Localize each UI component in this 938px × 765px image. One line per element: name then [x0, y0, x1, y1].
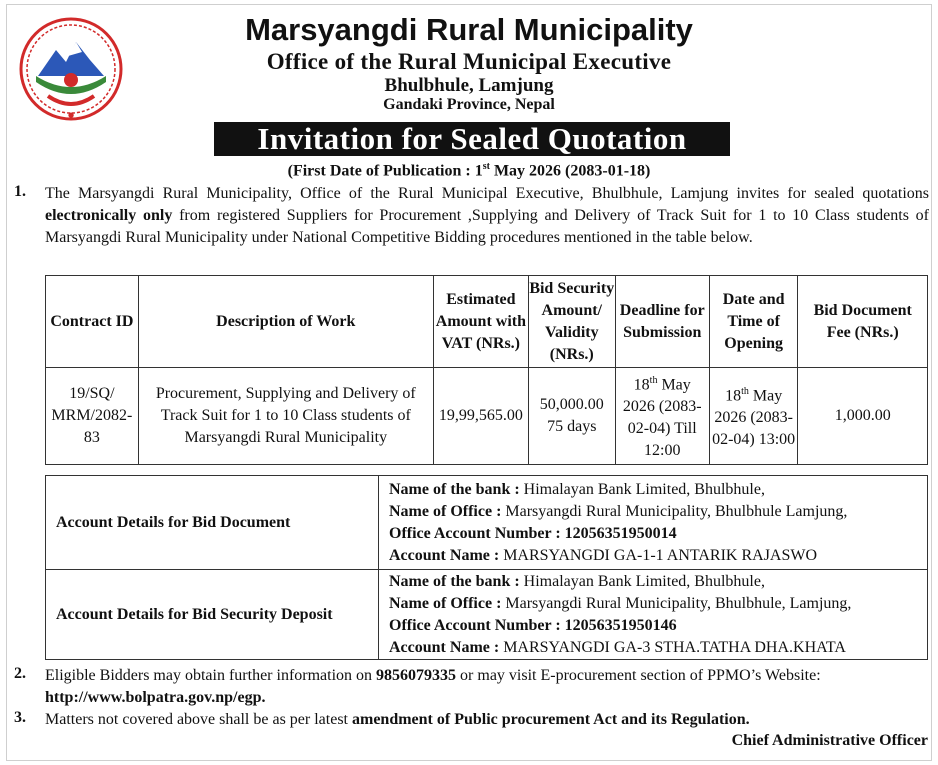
- cell-description: Procurement, Supplying and Delivery of Track Suit for 1 to 10 Class students of Marsyangdi Rural Municipality: [138, 368, 433, 465]
- item-number-2: 2.: [14, 665, 26, 682]
- cell-deadline: 18th May 2026 (2083-02-04) Till 12:00: [615, 368, 709, 465]
- header-deadline: Deadline for Submission: [615, 276, 709, 368]
- location-line: Bhulbhule, Lamjung: [384, 75, 554, 96]
- paragraph-3: Matters not covered above shall be as per latest amendment of Public procurement Act and its Regulation.: [45, 711, 750, 728]
- paragraph-2: Eligible Bidders may obtain further information on 9856079335 or may visit E-procurement section of PPMO’s Website: http://www.bolpatra.gov.np/egp.: [45, 667, 821, 706]
- item-number-3: 3.: [14, 709, 26, 726]
- signature-title: Chief Administrative Officer: [731, 732, 928, 749]
- account-details-document: Name of the bank : Himalayan Bank Limited, Bhulbhule, Name of Office : Marsyangdi Rural Municipality, Bhulbhule Lamjung, Office Account Number : 12056351950014 Account Name : MARSYANGDI GA-1-1 ANTARIK RAJASWO: [379, 476, 928, 570]
- item-number-1: 1.: [14, 183, 26, 200]
- paragraph-1: The Marsyangdi Rural Municipality, Office of the Rural Municipal Executive, Bhulbhule, Lamjung invites for sealed quotations electronically only from registered Suppliers for Procurement ,Supplying and Delivery of Track Suit for 1 to 10 Class students of Marsyangdi Rural Municipality under National Competitive Bidding procedures mentioned in the table below.: [45, 185, 930, 246]
- account-row: [46, 476, 928, 570]
- municipality-title: Marsyangdi Rural Municipality: [245, 12, 693, 47]
- office-title: Office of the Rural Municipal Executive: [266, 49, 672, 74]
- cell-document-fee: 1,000.00: [798, 368, 928, 465]
- bid-table: [45, 275, 928, 465]
- publication-date: (First Date of Publication : 1st May 2026 (2083-01-18): [287, 161, 651, 180]
- header-description: Description of Work: [138, 276, 433, 368]
- cell-contract-id: 19/SQ/ MRM/2082-83: [46, 368, 139, 465]
- header-opening: Date and Time of Opening: [709, 276, 797, 368]
- account-label-document: Account Details for Bid Document: [46, 476, 379, 570]
- header-estimated-amount: Estimated Amount with VAT (NRs.): [433, 276, 528, 368]
- cell-opening: 18th May 2026 (2083-02-04) 13:00: [709, 368, 797, 465]
- header-document-fee: Bid Document Fee (NRs.): [798, 276, 928, 368]
- account-details-table: [45, 475, 928, 660]
- notice-banner: Invitation for Sealed Quotation: [214, 122, 730, 156]
- svg-text:●: ●: [67, 111, 75, 119]
- header-contract-id: Contract ID: [46, 276, 139, 368]
- account-details-security: Name of the bank : Himalayan Bank Limited, Bhulbhule, Name of Office : Marsyangdi Rural Municipality, Bhulbhule, Lamjung, Office Account Number : 12056351950146 Account Name : MARSYANGDI GA-3 STHA.TATHA DHA.KHATA: [379, 570, 928, 660]
- header-bid-security: Bid Security Amount/ Validity (NRs.): [528, 276, 615, 368]
- province-line: Gandaki Province, Nepal: [383, 96, 555, 113]
- table-header-row: [46, 276, 928, 368]
- ppmo-website-link[interactable]: http://www.bolpatra.gov.np/egp.: [45, 689, 266, 706]
- account-row: [46, 570, 928, 660]
- account-label-security: Account Details for Bid Security Deposit: [46, 570, 379, 660]
- table-row: [46, 368, 928, 465]
- cell-estimated-amount: 19,99,565.00: [433, 368, 528, 465]
- cell-bid-security: 50,000.00 75 days: [528, 368, 615, 465]
